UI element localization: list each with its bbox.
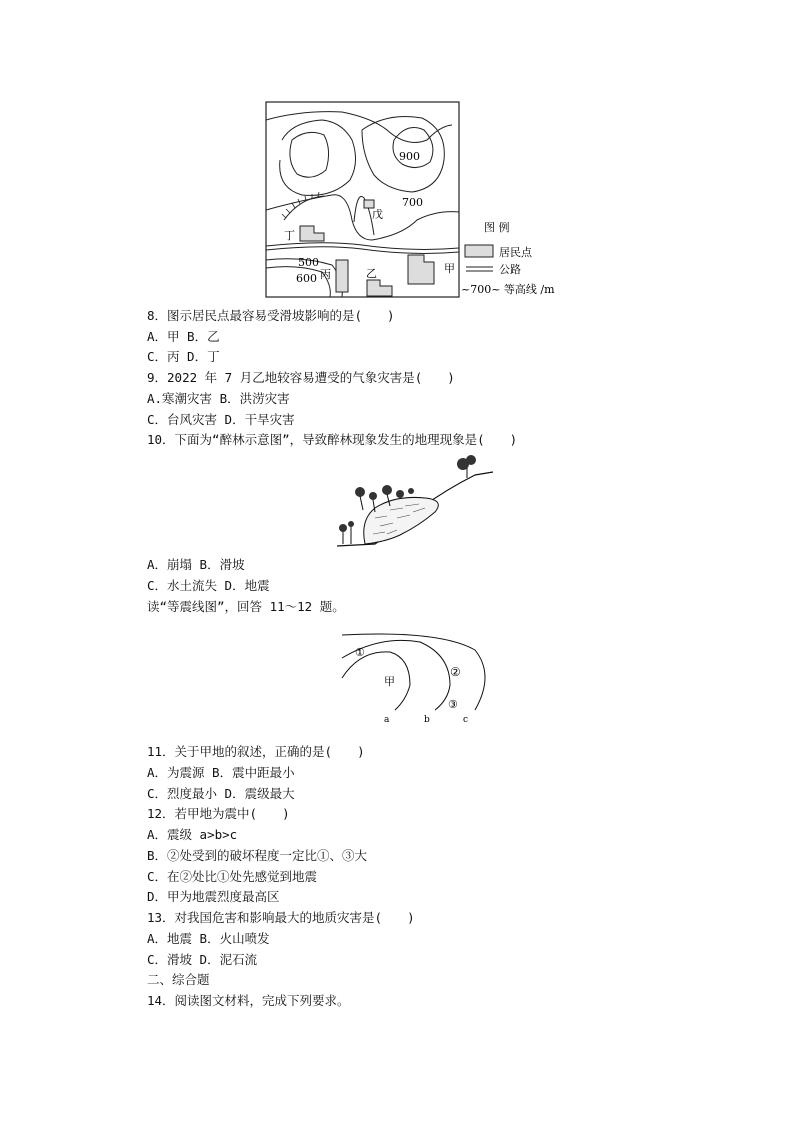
q9-options-ab: A.寒潮灾害 B．洪涝灾害 [147,391,290,406]
curve-label-a: a [384,715,390,725]
place-label-wu: 戊 [372,208,383,221]
isoseismal-diagram [340,630,500,730]
label-jia: 甲 [384,675,395,688]
legend-contour: ~700~ 等高线 /m [461,283,555,296]
contour-label-600: 600 [296,272,317,285]
contour-label-900: 900 [399,150,420,163]
curve-label-b: b [424,715,430,725]
q11-stem: 11．关于甲地的叙述，正确的是( ) [147,744,365,759]
q12-option-d: D．甲为地震烈度最高区 [147,889,280,904]
q10-stem: 10．下面为“醉林示意图”，导致醉林现象发生的地理现象是( ) [147,432,518,447]
q11-options-cd: C．烈度最小 D．震级最大 [147,786,295,801]
q9-stem: 9．2022 年 7 月乙地较容易遭受的气象灾害是( ) [147,370,455,385]
q10-options-cd: C．水土流失 D．地震 [147,578,270,593]
q8-options-cd: C．丙 D．丁 [147,349,220,364]
q12-option-c: C．在②处比①处先感觉到地震 [147,869,318,884]
place-label-yi: 乙 [366,267,377,280]
q12-option-b: B．②处受到的破坏程度一定比①、③大 [147,848,368,863]
legend-title: 图 例 [484,221,510,234]
q8-options-ab: A．甲 B．乙 [147,329,220,344]
label-circle-1: ① [355,646,365,659]
q14-stem: 14．阅读图文材料，完成下列要求。 [147,993,350,1008]
section-heading: 二、综合题 [147,972,210,987]
label-circle-2: ② [450,665,461,679]
drunken-forest-illustration [335,450,495,550]
q12-stem: 12．若甲地为震中( ) [147,806,290,821]
contour-map [262,100,562,300]
q9-options-cd: C．台风灾害 D．干旱灾害 [147,412,295,427]
q8-stem: 8．图示居民点最容易受滑坡影响的是( ) [147,308,395,323]
label-circle-3: ③ [448,698,458,711]
q10-options-ab: A．崩塌 B．滑坡 [147,557,245,572]
contour-label-700: 700 [402,196,423,209]
q13-options-cd: C．滑坡 D．泥石流 [147,952,258,967]
q13-stem: 13．对我国危害和影响最大的地质灾害是( ) [147,910,415,925]
place-label-ding: 丁 [284,229,295,242]
place-label-jia: 甲 [444,262,455,275]
curve-label-c: c [463,715,469,725]
map-legend [461,220,555,296]
q11-options-ab: A．为震源 B．震中距最小 [147,765,295,780]
contour-label-500: 500 [298,256,319,269]
legend-settlement: 居民点 [499,246,532,259]
legend-road: 公路 [499,263,521,276]
place-label-bing: 丙 [320,268,331,281]
isoseismal-intro: 读“等震线图”，回答 11～12 题。 [147,599,345,614]
q13-options-ab: A．地震 B．火山喷发 [147,931,270,946]
q12-option-a: A．震级 a>b>c [147,827,238,842]
